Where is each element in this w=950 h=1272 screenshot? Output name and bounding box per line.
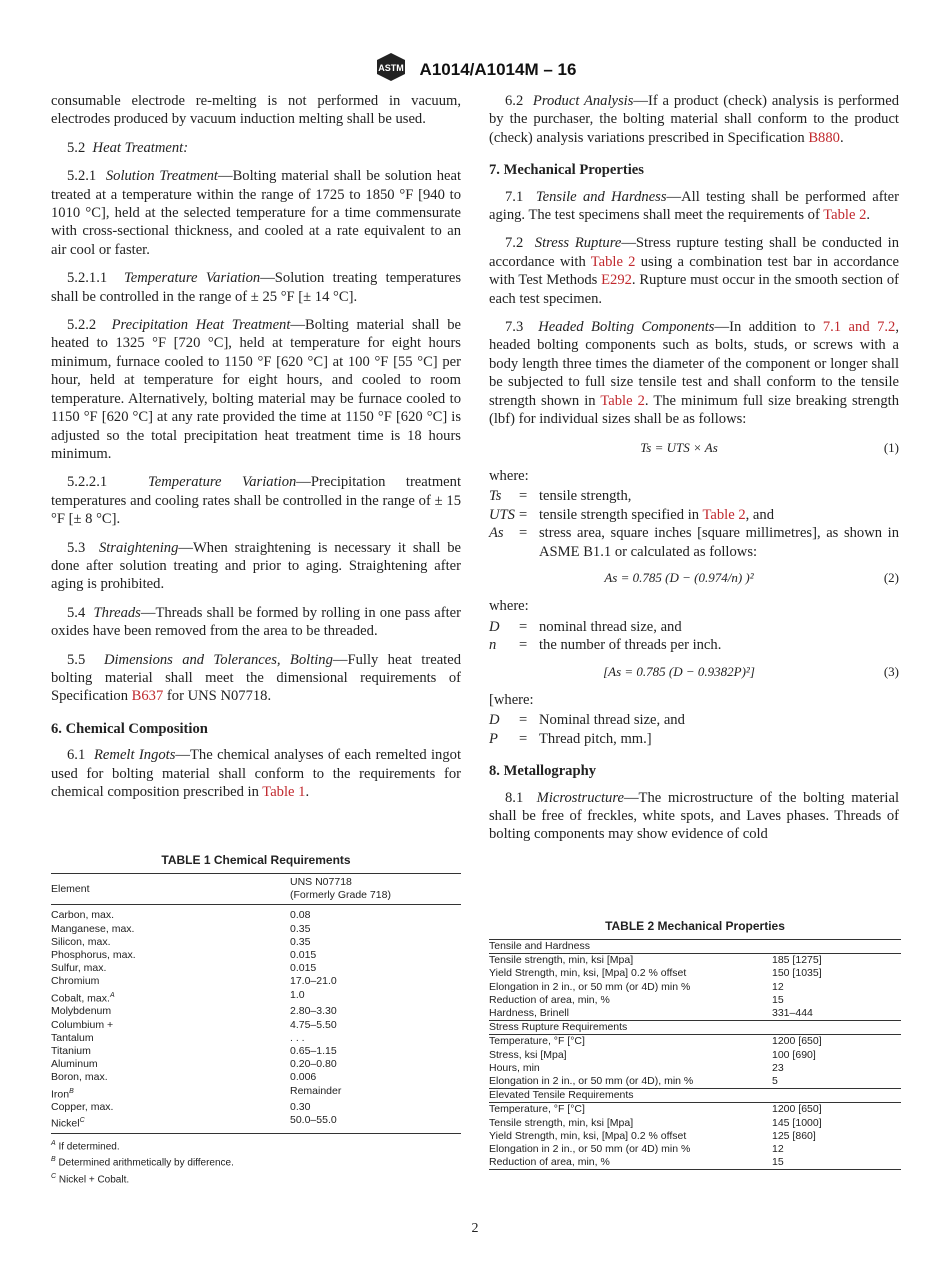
paragraph-consumable: consumable electrode re-melting is not performed in vacuum, electrodes produced by vacuum induction melting shall be used. <box>51 93 461 128</box>
table-1-caption: TABLE 1 Chemical Requirements <box>161 853 351 867</box>
column-header-uns: UNS N07718 (Formerly Grade 718) <box>290 874 461 905</box>
definition-row: D = nominal thread size, and <box>489 618 682 635</box>
table-row: Columbium + 4.75–5.50 <box>51 1018 337 1031</box>
section-5-2-1-1: 5.2.1.1 Temperature Variation—Solution treating temperatures shall be controlled in the range of ± 25 °F [± 14 °C]. <box>51 270 462 305</box>
table-row: Silicon, max. 0.35 <box>51 935 311 948</box>
section-5-4: 5.4 Threads—Threads shall be formed by rolling in one pass after oxides have been removed from the area to be threaded. <box>51 604 461 640</box>
table-row: Elongation in 2 in., or 50 mm (or 4D) min % 12 <box>489 980 784 993</box>
where-label: where: <box>489 598 529 615</box>
equation-2-body: As = 0.785 (D − (0.974/n) )² <box>604 569 754 585</box>
link-table-1[interactable]: Table 1 <box>262 784 306 800</box>
definitions-1 <box>489 487 899 561</box>
definitions-2 <box>489 618 899 655</box>
heading-metallography: 8. Metallography <box>489 763 597 780</box>
table-row: Yield Strength, min, ksi, [Mpa] 0.2 % offset 150 [1035] <box>489 967 822 980</box>
svg-text:ASTM: ASTM <box>377 63 404 73</box>
equation-3 <box>489 663 899 681</box>
definition-row: As = stress area, square inches [square millimetres], as shown in ASME B1.1 or calculated as follows: <box>489 525 899 560</box>
table-row: Titanium 0.65–1.15 <box>51 1044 337 1057</box>
footnote: $^A$ If determined. <box>51 1140 120 1153</box>
where-label: where: <box>489 467 529 484</box>
table-row: Nickel$^C$ 50.0–55.0 <box>51 1114 337 1130</box>
section-5-2: 5.2 Heat Treatment: <box>67 139 189 156</box>
definition-row: UTS = tensile strength specified in Table 2, and <box>489 506 774 523</box>
table-row: Reduction of area, min, % 15 <box>489 1156 784 1169</box>
equation-2 <box>489 569 899 587</box>
equation-1-body: Ts = UTS × As <box>640 439 718 455</box>
section-5-3: 5.3 Straightening—When straightening is necessary it shall be done after solution treating and prior to aging. Straightening after aging is prohibited. <box>51 539 461 593</box>
table-group-header: Stress Rupture Requirements <box>489 1021 901 1035</box>
table-row: Temperature, °F [°C] 1200 [650] <box>489 1103 822 1116</box>
definition-row: Ts = tensile strength, <box>489 488 632 505</box>
table-2-caption: TABLE 2 Mechanical Properties <box>605 919 785 933</box>
heading-mechanical-properties: 7. Mechanical Properties <box>489 162 644 179</box>
link-table-2[interactable]: Table 2 <box>702 506 746 523</box>
link-table-2[interactable]: Table 2 <box>600 392 645 409</box>
table-row: Reduction of area, min, % 15 <box>489 993 784 1006</box>
astm-logo-icon <box>374 52 408 87</box>
section-7-3: 7.3 Headed Bolting Components—In addition to 7.1 and 7.2, headed bolting components such as bolts, studs, or screws with a body length three times the diameter of the component or longer shall be subjected to full size tensile test and shall conform to the tensile strength shown in Table 2. The minimum full size breaking strength (lbf) for individual sizes shall be as follows: <box>489 319 900 428</box>
definitions-3 <box>489 711 899 748</box>
table-header-row <box>51 874 461 905</box>
table-row: Molybdenum 2.80–3.30 <box>51 1005 337 1018</box>
table-row: Elongation in 2 in., or 50 mm (or 4D) min % 12 <box>489 1143 784 1156</box>
equation-3-number: (3) <box>883 663 899 679</box>
table-row: Iron$^B$ Remainder <box>51 1084 342 1101</box>
footnote: $^B$ Determined arithmetically by difference. <box>51 1156 234 1169</box>
table-row: Aluminum 0.20–0.80 <box>51 1058 337 1071</box>
equation-1 <box>489 439 899 457</box>
table-row: Temperature, °F [°C] 1200 [650] <box>489 1035 822 1048</box>
link-b637[interactable]: B637 <box>131 688 164 705</box>
table-1-footnotes <box>51 1137 461 1186</box>
page-header <box>0 52 950 87</box>
table-1-chemical-requirements <box>51 853 461 1186</box>
link-e292[interactable]: E292 <box>601 272 632 289</box>
section-5-2-2: 5.2.2 Precipitation Heat Treatment—Bolting material shall be heated to 1325 °F [720 °C], held at temperature for eight hours minimum, furnace cooled to 1150 °F [620 °C] at 100 °F [55 °C] per hour, held at temperature for eight hours, and cooled to room temperature. Alternatively, bolting material may be furnace cooled to 1150 °F [620 °C] at any rate provided the time at 1150 °F [620 °C] is adjusted so the total precipitation heat treatment time is 18 hours minimum. <box>51 317 462 462</box>
left-column <box>51 92 461 811</box>
table-1 <box>51 873 461 1134</box>
table-row: Hardness, Brinell 331–444 <box>489 1007 813 1020</box>
section-6-2: 6.2 Product Analysis—If a product (check) analysis is performed by the purchaser, the bolting material shall conform to the product (check) analysis variations prescribed in Specification B880. <box>489 93 899 146</box>
table-row: Chromium 17.0–21.0 <box>51 975 337 988</box>
link-b880[interactable]: B880 <box>808 129 840 146</box>
section-7-1: 7.1 Tensile and Hardness—All testing shall be performed after aging. The test specimens shall meet the requirements of Table 2. <box>489 188 899 224</box>
link-table-2[interactable]: Table 2 <box>823 207 867 224</box>
equation-1-number: (1) <box>883 439 899 455</box>
table-row: Hours, min 23 <box>489 1061 784 1074</box>
table-row: Tensile strength, min, ksi [Mpa] 145 [1000] <box>489 1116 822 1129</box>
definition-row: n = the number of threads per inch. <box>489 637 722 654</box>
section-5-2-1: 5.2.1 Solution Treatment—Bolting material shall be solution heat treated at a temperature within the range of 1725 to 1850 °F [940 to 1010 °C], held at the selected temperature for a time commensurate with cross-sectional thickness, and cooled at a rate equivalent to an air cool or faster. <box>51 168 461 258</box>
table-group-header: Tensile and Hardness <box>489 940 901 954</box>
section-8-1: 8.1 Microstructure—The microstructure of the bolting material shall be free of freckles, white spots, and Laves phases. Threads of bolting components may show evidence of cold <box>489 789 899 843</box>
table-row: Phosphorus, max. 0.015 <box>51 949 317 962</box>
document-designation: A1014/A1014M – 16 <box>419 59 577 79</box>
column-header-element: Element <box>51 874 290 905</box>
table-row: Stress, ksi [Mpa] 100 [690] <box>489 1048 816 1061</box>
heading-chemical-composition: 6. Chemical Composition <box>51 720 208 737</box>
table-2 <box>489 939 901 1170</box>
where-label: [where: <box>489 691 534 708</box>
table-row: Sulfur, max. 0.015 <box>51 962 317 975</box>
right-column <box>489 92 899 854</box>
table-row: Copper, max. 0.30 <box>51 1101 311 1114</box>
equation-3-body: [As = 0.785 (D − 0.9382P)²] <box>603 663 755 679</box>
link-7-1-and-7-2[interactable]: 7.1 and 7.2 <box>822 319 896 336</box>
table-row: Carbon, max. 0.08 <box>51 909 311 922</box>
footnote: $^C$ Nickel + Cobalt. <box>51 1172 130 1186</box>
table-row: Tensile strength, min, ksi [Mpa] 185 [1275] <box>489 954 822 967</box>
table-group-header: Elevated Tensile Requirements <box>489 1089 901 1103</box>
definition-row: D = Nominal thread size, and <box>489 712 685 729</box>
link-table-2[interactable]: Table 2 <box>590 253 636 270</box>
equation-2-number: (2) <box>883 569 899 585</box>
section-5-5: 5.5 Dimensions and Tolerances, Bolting—Fully heat treated bolting material shall meet the dimensional requirements of Specification B637 for UNS N07718. <box>51 651 462 705</box>
page-number: 2 <box>471 1221 479 1236</box>
table-row: Manganese, max. 0.35 <box>51 922 311 935</box>
table-row: Elongation in 2 in., or 50 mm (or 4D), min % 5 <box>489 1075 778 1088</box>
table-row: Cobalt, max.$^A$ 1.0 <box>51 988 305 1005</box>
table-row: Tantalum . . . <box>51 1031 305 1044</box>
section-6-1: 6.1 Remelt Ingots—The chemical analyses of each remelted ingot used for bolting material shall conform to the requirements for chemical composition prescribed in Table 1. <box>51 747 462 800</box>
section-5-2-2-1: 5.2.2.1 Temperature Variation—Precipitation treatment temperatures and cooling rates shall be controlled in the range of ± 15 °F [± 8 °C]. <box>51 474 462 528</box>
table-2-mechanical-properties <box>489 919 901 1170</box>
table-row: Boron, max. 0.006 <box>51 1071 317 1084</box>
definition-row: P = Thread pitch, mm.] <box>489 730 652 747</box>
section-7-2: 7.2 Stress Rupture—Stress rupture testing shall be conducted in accordance with Table 2 using a combination test bar in accordance with Test Methods E292. Rupture must occur in the smooth section of each test specimen. <box>489 235 900 307</box>
table-row: Yield Strength, min, ksi, [Mpa] 0.2 % offset 125 [860] <box>489 1129 816 1142</box>
